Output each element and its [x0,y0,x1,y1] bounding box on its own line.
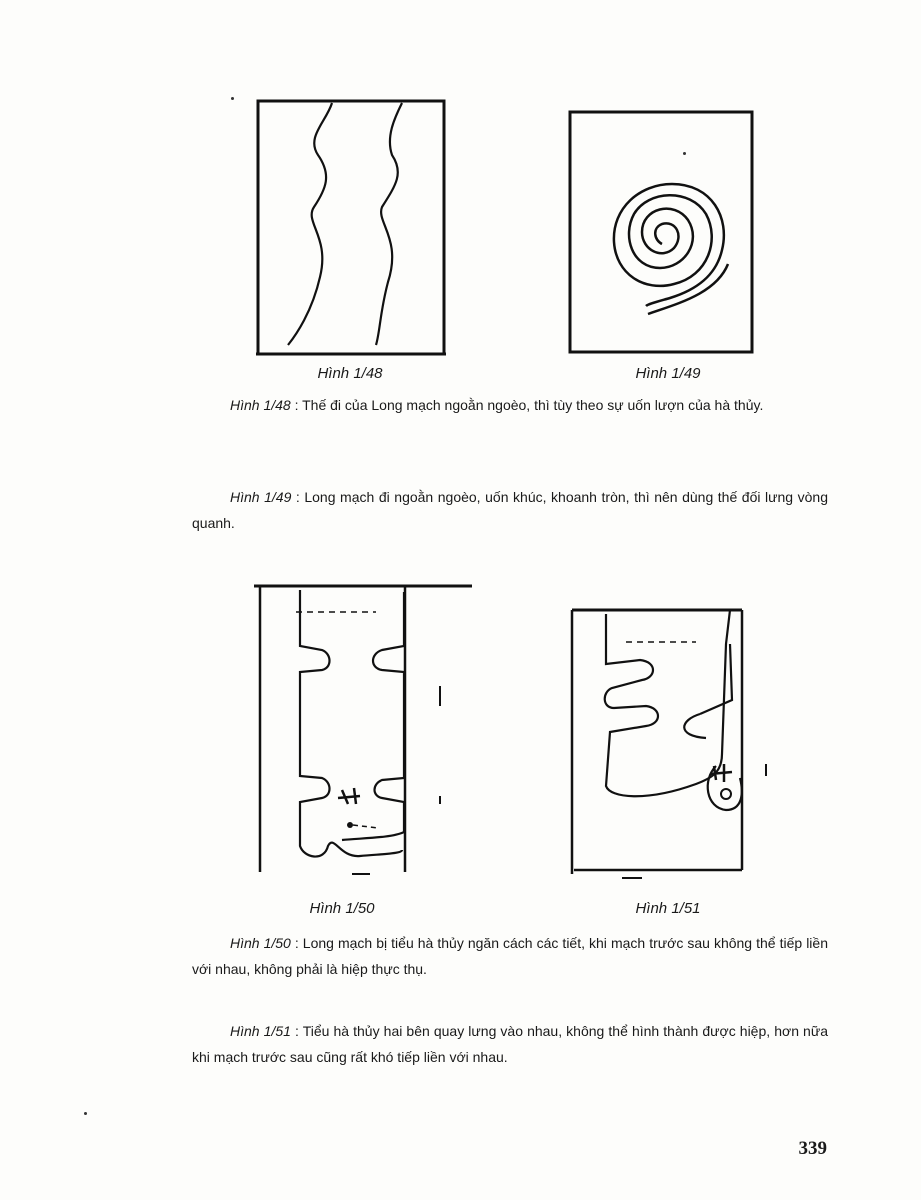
scan-speck [683,152,686,155]
paragraph-1-48 [192,392,828,418]
paragraph-ref: Hình 1/51 [230,1023,291,1039]
paragraph-ref: Hình 1/48 [230,397,291,413]
scan-speck [231,97,234,100]
figure-1-49-drawing [566,108,762,358]
paragraph-1-49 [192,484,828,536]
figure-1-48-caption: Hình 1/48 [317,365,383,382]
figure-1-50 [252,582,478,882]
paragraph-text: : Long mạch đi ngoằn ngoèo, uốn khúc, khoanh tròn, thì nên dùng thế đối lưng vòng quanh. [192,489,828,531]
paragraph-text: : Long mạch bị tiểu hà thủy ngăn cách các tiết, khi mạch trước sau không thể tiếp liền với nhau, không phải là hiệp thực thụ. [192,935,828,977]
figure-1-48-drawing [254,97,450,359]
figure-1-49 [566,108,762,358]
scan-speck [84,1112,87,1115]
figure-1-51 [566,604,780,884]
page-number: 339 [798,1138,827,1159]
figure-1-50-caption: Hình 1/50 [309,900,375,917]
paragraph-ref: Hình 1/49 [230,489,292,505]
paragraph-1-51 [192,1018,828,1070]
figure-1-50-drawing [252,582,478,882]
figure-1-51-drawing [566,604,780,884]
paragraph-ref: Hình 1/50 [230,935,291,951]
paragraph-text: : Tiểu hà thủy hai bên quay lưng vào nhau, không thể hình thành được hiệp, hơn nữa khi mạch trước sau cũng rất khó tiếp liền với nhau. [192,1023,828,1065]
figure-1-49-caption: Hình 1/49 [635,365,701,382]
paragraph-1-50 [192,930,828,982]
figure-1-51-caption: Hình 1/51 [635,900,701,917]
figure-1-48 [254,97,450,359]
paragraph-text: : Thế đi của Long mạch ngoằn ngoèo, thì tùy theo sự uốn lượn của hà thủy. [290,397,764,413]
